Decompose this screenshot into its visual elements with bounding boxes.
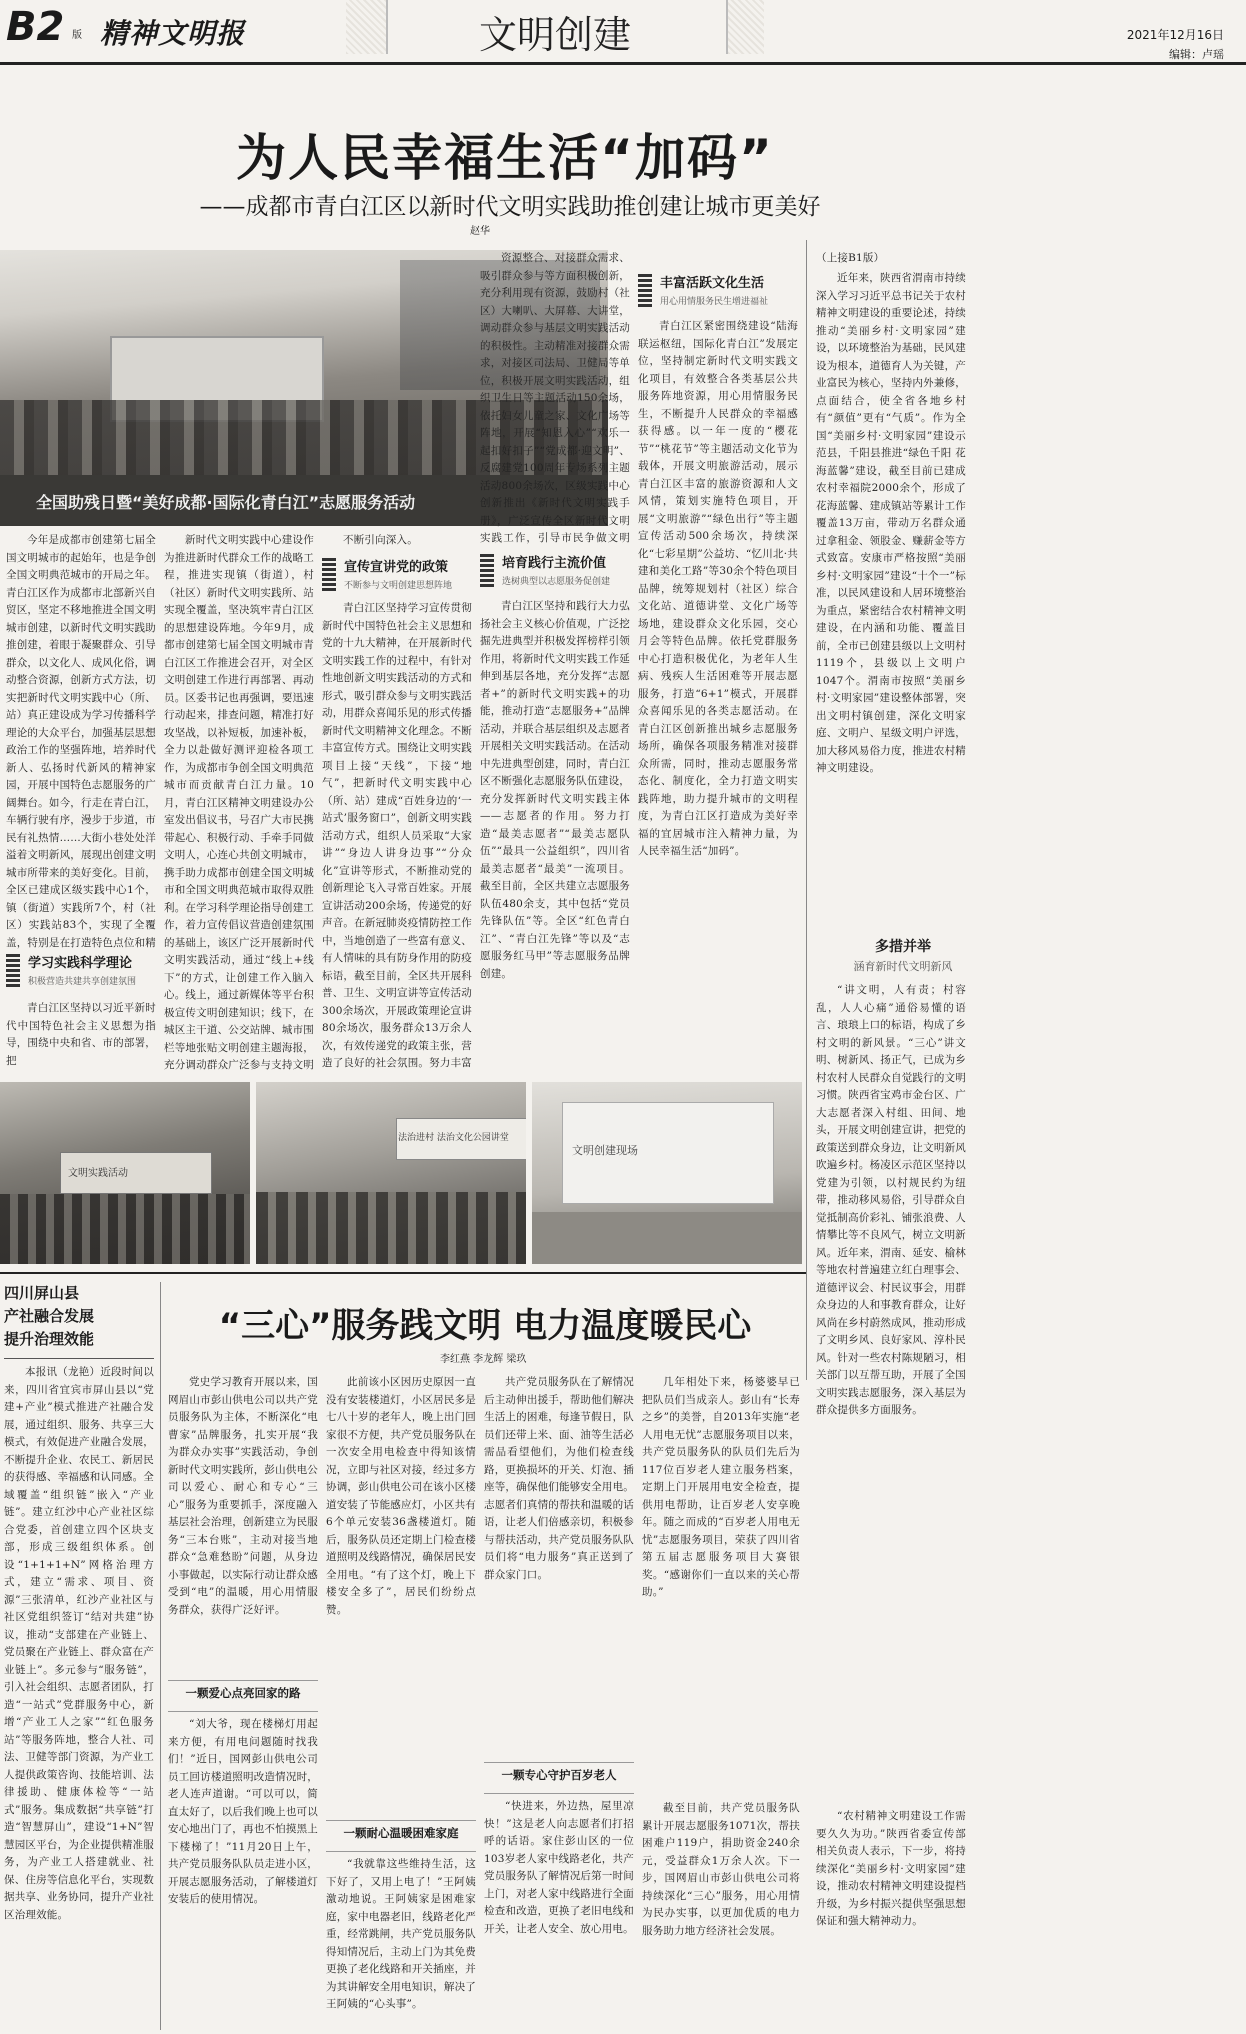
main-col5-text: 青白江区紧密围绕建设“陆海联运枢纽，国际化青白江”发展定位，坚持制定新时代文明实践文化项目，有效整合各类基层公共服务阵地资源，用心用情服务民生，不断提升人民群众的幸福感获得感。以一年一度的“樱花节”“桃花节”等主题活动文化节为载体，开展文明旅游活动，展示青白江区丰富的旅游资源和人文风情，策划实施特色项目，开展“文明旅游”“绿色出行”等主题宣传活动500余场次，持续深化“七彩星期”公益坊、“忆川北·共建和美化工路”等30余个特色项目品牌，统筹规划村（社区）综合文化站、道德讲堂、文化广场等场地，建设群众文化乐园，交心月会等特色品牌。依托党群服务中心打造积极优化，为老年人生病、残疾人生活困难等开展志愿服务，打造“6+1”模式，开展群众喜闻乐见的各类志愿活动。在青白江区创新推出城乡志愿服务场所，确保各项服务精准对接群众所需，同时，推动志愿服务常态化、制度化，全力打造文明实践阵地，助力提升城市的文明程度，为青白江区打造成为美好幸福的宜居城市注入精神力量，为人民幸福生活“加码”。	[638, 320, 798, 857]
photo-caption: 文明创建现场	[572, 1144, 638, 1157]
photo-banner-text: 全国助残日暨“美好成都·国际化青白江”志愿服务活动	[36, 493, 416, 512]
bottom-col2-text: 此前该小区因历史原因一直没有安装楼道灯，小区居民多是七八十岁的老年人，晚上出门回家很不方便，共产党员服务队在一次安全用电检查中得知该情况，立即与社区对接，经过多方协调，彭山供电公司在该小区楼道安装了节能感应灯，小区共有6个单元安装36盏楼道灯。随后，服务队员还定期上门检查楼道照明及线路情况，确保居民安全用电。“有了这个灯，晚上下楼安全多了”，居民们纷纷点赞。	[326, 1376, 476, 1616]
subhead-caption: 积极营造共建共享创建氛围	[28, 977, 137, 987]
bottom-col4b-text: 截至目前，共产党员服务队累计开展志愿服务1071次，帮扶困难户119户，捐助资金240余元，受益群众1万余人次。下一步，国网眉山市彭山供电公司将持续深化“三心”服务，用心用情为民办实事，以更加优质的电力服务助力地方经济社会发展。	[642, 1802, 800, 1937]
brief-title-line3: 提升治理效能	[4, 1330, 95, 1348]
subhead-marker-icon	[6, 954, 20, 988]
bottom-article-authors: 李红燕 李龙辉 梁玖	[440, 1354, 527, 1365]
photo-caption: 法治进村 法治文化公园讲堂	[398, 1133, 509, 1143]
photo-activity-1	[0, 1082, 250, 1264]
brief-rule	[4, 1358, 154, 1359]
subhead-propaganda	[322, 556, 472, 596]
subhead-title: 一颗爱心点亮回家的路	[185, 1686, 301, 1700]
photo-activity-2	[256, 1082, 526, 1264]
subhead-love	[168, 1680, 318, 1712]
section-rule	[0, 1272, 806, 1274]
subhead-title: 宣传宣讲党的政策	[344, 560, 449, 575]
page-code: B2	[6, 4, 65, 50]
subhead-title: 一颗耐心温暖困难家庭	[343, 1826, 459, 1840]
subhead-caption: 涵育新时代文明新风	[853, 960, 953, 973]
issue-date: 2021年12月16日	[1126, 28, 1224, 42]
brief-title	[4, 1282, 154, 1354]
subhead-values	[480, 552, 630, 592]
brief-title-line2: 产社融合发展	[4, 1307, 95, 1325]
main-col4-text: 资源整合、对接群众需求、吸引群众参与等方面积极创新，充分利用现有资源，鼓励村（社区）大喇叭、大屏幕、大讲堂，调动群众参与基层文明实践活动的积极性。主动精准对接群众需求，对接区司法局、卫健局等单位，积极开展文明实践活动，组织卫生日等主题活动150余场，依托妇女儿童之家、文化广场等阵地，开展“知恩入心”“欢乐一起扣好扣子”“党成都·迎文明”、反腐建党100周年专场系列主题活动800余场次，区级实践中心创新推出《新时代文明实践手册》，广泛宣传全区新时代文明实践工作，引导市民争做文明	[480, 252, 630, 544]
column-divider	[160, 1282, 161, 2030]
subhead-marker-icon	[322, 558, 336, 592]
main-col1b-text: 青白江区坚持以习近平新时代中国特色社会主义思想为指导，围绕中央和省、市的部署，把	[6, 1002, 156, 1067]
bottom-col4-text: 几年相处下来，杨婆婆早已把队员们当成亲人。彭山有“长寿之乡”的美誉，自2013年实施“老人用电无忧”志愿服务项目以来，共产党员服务队的队员们先后为117位百岁老人建立服务档案，定期上门开展用电安全检查，提供用电帮助，让百岁老人安享晚年。随之而成的“百岁老人用电无忧”志愿服务项目，荣获了四川省第五届志愿服务项目大赛银奖。“感谢你们一直以来的关心帮助。”	[642, 1376, 800, 1598]
main-article-title: 为人民幸福生活“加码”	[236, 129, 774, 187]
subhead-title: 丰富活跃文化生活	[660, 276, 765, 291]
subhead-title: 培育践行主流价值	[502, 556, 607, 571]
subhead-culture	[638, 272, 798, 312]
header-rule	[0, 62, 1246, 65]
photo-activity-3	[532, 1082, 802, 1264]
brief-title-line1: 四川屏山县	[4, 1284, 80, 1302]
bottom-col3-text: 共产党员服务队在了解情况后主动伸出援手，帮助他们解决生活上的困难，每逢节假日，队员们还带上米、面、油等生活必需品看望他们，为他们检查线路，更换损坏的开关、灯泡、插座等，确保他们能够安全用电。志愿者们真情的帮扶和温暖的话语，让老人们倍感亲切，积极参与帮扶活动，共产党员服务队队员们将“电力服务”真正送到了群众家门口。	[484, 1376, 634, 1581]
bottom-col3b-text: “快进来，外边热，屋里凉快！”这是老人向志愿者们打招呼的话语。家住彭山区的一位103岁老人家中线路老化，共产党员服务队了解情况后第一时间上门，对老人家中线路进行全面检查和改造，更换了老旧电线和开关，让老人安全、放心用电。	[484, 1800, 634, 1935]
column-divider	[806, 240, 807, 1380]
section-title: 文明创建	[478, 13, 631, 57]
section-banner	[346, 0, 764, 57]
subhead-caption: 选树典型以志愿服务促创建	[502, 577, 611, 587]
main-col1-text: 今年是成都市创建第七届全国文明城市的起始年，也是争创全国文明典范城市的开局之年。青白江区作为成都市北部新兴自贸区，坚定不移地推进全国文明城市创建，以新时代文明实践助推创建，着眼于凝聚群众、引导群众，以文化人、成风化俗，调动整合资源，创新方式方法，切实把新时代文明实践中心（所、站）真正建设成为学习传播科学理论的大众平台，加强基层思想政治工作的坚强阵地，培养时代新人、弘扬时代新风的精神家园，开展中国特色志愿服务的广阔舞台。如今，行走在青白江，车辆行驶有序，漫步于步道，市民有礼热情……大街小巷处处洋溢着文明新风，展现出创建文明城市所带来的美好变化。目前，全区已建成区级实践中心1个，镇（街道）实践所7个，村（社区）实践站83个，实现了全覆盖，特别是在打造特色点位和精	[6, 534, 156, 949]
page-header	[0, 0, 1246, 62]
subhead-focus	[484, 1762, 634, 1794]
right-col3-text: “农村精神文明建设工作需要久久为功。”陕西省委宣传部相关负责人表示，下一步，将持续深化“美丽乡村·文明家园”建设，推动农村精神文明建设提档升级，为乡村振兴提供坚强思想保证和强大精神动力。	[816, 1810, 966, 1927]
subhead-marker-icon	[638, 274, 652, 308]
subhead-measures	[840, 936, 966, 978]
page-code-suffix: 版	[72, 30, 82, 41]
paper-name: 精神文明报	[100, 17, 246, 50]
subhead-title: 多措并举	[875, 939, 931, 955]
subhead-patience	[326, 1820, 476, 1852]
main-col4b-text: 青白江区坚持和践行大力弘扬社会主义核心价值观，广泛挖掘先进典型并积极发挥榜样引领作用，将新时代文明实践工作延伸到基层各地，充分发挥“志愿者+”的新时代文明实践+的功能，推动打造“志愿服务+”品牌活动，并联合基层组织及志愿者开展相关文明实践活动。在活动中先进典型创建，同时，青白江区不断强化志愿服务队伍建设，充分发挥新时代文明实践主体——志愿者的作用。努力打造“最美志愿者”“最美志愿队伍”“最具一公益组织”，四川省最美志愿者“最美”一流项目。截至目前，全区共建立志愿服务队伍480余支，其中包括“党员先锋队伍”等。全区“红色青白江”、“青白江先锋”等以及“志愿服务红马甲”等志愿服务品牌创建。	[480, 600, 630, 980]
editor-credit: 编辑：卢瑶	[1169, 48, 1224, 61]
bottom-col2b-text: “我就靠这些维持生活，这下好了，又用上电了！”王阿姨激动地说。王阿姨家是困难家庭，家中电器老旧，线路老化严重，经常跳闸，共产党员服务队得知情况后，主动上门为其免费更换了老化线路和开关插座，并为其讲解安全用电知识，解决了王阿姨的“心头事”。	[326, 1858, 476, 2010]
main-col3-text: 青白江区坚持学习宣传贯彻新时代中国特色社会主义思想和党的十九大精神，在开展新时代文明实践工作的过程中，有针对性地创新文明实践活动的方式和形式，吸引群众参与文明实践活动，用群众喜闻乐见的形式传播新时代文明精神文化理念。不断丰富宣传方式。围绕让文明实践项目上接“天线”，下接“地气”，把新时代文明实践中心（所、站）建成“百姓身边的‘一站式’服务窗口”，创新文明实践活动方式，组织人员采取“大家讲”“身边人讲身边事”“分众化”宣讲等形式，不断推动党的创新理论飞入寻常百姓家。开展宣讲活动200余场，传递党的好声音。在新冠肺炎疫情防控工作中，当地创造了一些富有意义、有人情味的具有防身作用的防疫标语，截至目前，全区共开展科普、卫生、文明宣讲等宣传活动300余场次，开展政策理论宣讲80余场次，服务群众13万余人次，有效传递党的政策主张，营造了良好的社会氛围。努力丰富	[322, 602, 472, 1069]
main-col3a-text: 不断引向深入。	[343, 534, 418, 546]
subhead-title: 学习实践科学理论	[28, 956, 133, 971]
photo-caption: 文明实践活动	[68, 1168, 128, 1179]
subhead-caption: 用心用情服务民生增进福祉	[660, 297, 769, 307]
right-col-text: 近年来，陕西省渭南市持续深入学习习近平总书记关于农村精神文明建设的重要论述，持续推动“美丽乡村·文明家园”建设，以环境整治为基础，民风建设为根本，道德育人为关键，产业富民为核心，坚持内外兼修，点面结合，使全省各地乡村有“颜值”更有“气质”。作为全国“美丽乡村·文明家园”建设示范县，千阳县推进“绿色千阳 花海蓝馨”建设，截至目前已建成农村幸福院2000余个，形成了花海蓝馨、建成镇站等累计工作覆盖13万亩，带动万名群众通过拿租金、领股金、赚薪金等方式致富。安康市严格按照“美丽乡村·文明家园”建设“十个一”标准，以民风建设和人居环境整治为重点，紧密结合农村精神文明建设，在内涵和功能、覆盖目前，全市已创建县级以上文明村1119个，县级以上文明户1047个。渭南市按照“美丽乡村·文明家园”建设整体部署，突出文明村镇创建，深化文明家庭、文明户、星级文明户评选，加大移风易俗力度，推进农村精神文明建设。	[816, 272, 966, 774]
bottom-article-title: “三心”服务践文明 电力温度暖民心	[218, 1306, 752, 1346]
main-article-author: 赵华	[470, 226, 490, 237]
subhead-marker-icon	[480, 554, 494, 588]
right-cont-label: （上接B1版）	[816, 252, 885, 264]
subhead-study-theory	[6, 950, 156, 996]
brief-text: 本报讯（龙艳）近段时间以来，四川省宜宾市屏山县以“党建+产业”模式推进产社融合发展，通过组织、服务、共享三大模式，有效促进产业融合发展，不断提升企业、农民工、新居民的获得感、幸福感和认同感。全域覆盖“组织链”嵌入“产业链”。建立红沙中心产业社区综合党委，首创建立四个区块支部，形成三级组织体系。创设“1+1+1+N”网格治理方式，建立“需求、项目、资源”三张清单，红沙产业社区与社区党组织签订“结对共建”协议，推动“支部建在产业链上、党员聚在产业链上、群众富在产业链上”。多元参与“服务链”，引入社会组织、志愿者团队，打造“一站式”党群服务中心，新增“产业工人之家”“红色服务站”等服务阵地，整合人社、司法、卫健等部门资源，为产业工人提供政策咨询、技能培训、法律援助、健康体检等“一站式”服务。集成数据“共享链”打造“智慧屏山”，建设“1+N”智慧园区平台，为企业提供精准服务，为产业工人搭建就业、社保、住房等信息化平台，实现数据共享、业务协同，提升产业社区治理效能。	[4, 1366, 154, 1921]
subhead-caption: 不断参与文明创建思想阵地	[344, 581, 453, 591]
main-col2-text: 新时代文明实践中心建设作为推进新时代群众工作的战略工程，推进实现镇（街道），村（社区）新时代文明实践所、站实现全覆盖，坚决筑牢青白江区的思想建设阵地。今年9月，成都市创建第七届全国文明城市青白江区工作推进会召开，对全区文明创建工作进行再部署、再动员。区委书记也再强调，要迅速行动起来，排查问题，精准打好攻坚战，以补短板，加速补板，全力以赴做好测评迎检各项工作，为成都市争创全国文明典范城市而贡献青白江力量。10月，青白江区精神文明建设办公室发出倡议书，号召广大市民携带起心、积极行动、手牵手同做文明人，心连心共创文明城市，携手助力成都市创建全国文明城市和全国文明典范城市取得双胜利。在学习科学理论指导创建工作，着力宣传倡议营造创建氛围的基础上，该区广泛开展新时代文明实践活动，通过“线上+线下”的方式，让创建工作入脑入心。线上，通过新媒体等平台积极宣传文明创建知识；线下，在城区主干道、公交站牌、城市围栏等地张贴文明创建主题海报，充分调动群众广泛参与支持文明	[164, 534, 314, 1071]
bottom-col1b-text: “刘大爷，现在楼梯灯用起来方便，有用电问题随时找我们！”近日，国网彭山供电公司员工回访楼道照明改造情况时，老人连声道谢。“可以可以，简直太好了，以后我们晚上也可以安心地出门了，再也不怕摸黑上下楼梯了！”11月20日上午，共产党员服务队队员走进小区，开展志愿服务活动，了解楼道灯安装后的使用情况。	[168, 1718, 318, 1905]
subhead-title: 一颗专心守护百岁老人	[501, 1768, 617, 1782]
right-col2-text: “讲文明，人有责；村容乱，人人心痛”通俗易懂的语言、琅琅上口的标语，构成了乡村文明的新风景。“三心”讲文明、树新风、扬正气，已成为乡村农村人民群众自觉践行的文明习惯。陕西省宝鸡市金台区、广大志愿者深入村组、田间、地头，开展文明创建宣讲，把党的政策送到群众身边，让文明新风吹遍乡村。杨凌区示范区坚持以党建为引领，以村规民约为纽带，推动移风易俗，引导群众自觉抵制高价彩礼、铺张浪费、人情攀比等不良风气，树立文明新风。近年来，渭南、延安、榆林等地农村普遍建立红白理事会、道德评议会、村民议事会，用群众身边的人和事教育群众，让好风尚在乡村蔚然成风，推动形成了文明乡风、良好家风、淳朴民风。针对一些农村陈规陋习，相关部门以互帮互助，开展了全国文明实践志愿服务，深入基层为群众提供多方面服务。	[816, 984, 966, 1416]
main-article-subtitle: ——成都市青白江区以新时代文明实践助推创建让城市更美好	[199, 194, 821, 220]
bottom-col1-text: 党史学习教育开展以来，国网眉山市彭山供电公司以共产党员服务队为主体，不断深化“电曹家”品牌服务，扎实开展“我为群众办实事”实践活动，争创新时代文明实践所，彭山供电公司以爱心、耐心和专心“三心”服务为重要抓手，深度融入基层社会治理，创新建立为民服务“三本台账”，主动对接当地群众“急难愁盼”问题，从身边小事做起，以实际行动让群众感受到“电”的温暖，用心用情服务群众，获得广泛好评。	[168, 1376, 318, 1616]
